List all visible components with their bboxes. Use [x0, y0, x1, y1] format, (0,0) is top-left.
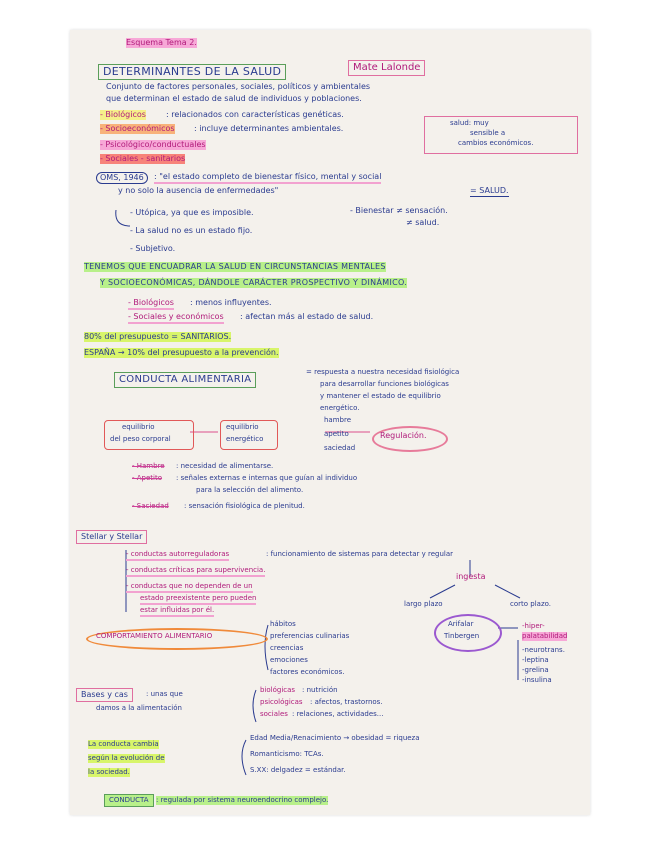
bases-biologicas: biológicas — [260, 686, 296, 694]
bases-desc-2: damos a la alimentación — [96, 704, 182, 712]
regulator-1b: palatabilidad — [522, 632, 568, 640]
salud-note-2: sensible a — [470, 129, 506, 137]
oms-definition-1: : "el estado completo de bienestar físico, mental y social — [154, 172, 381, 184]
bases-desc-1: : unas que — [146, 690, 183, 698]
oms-bullet-2: - La salud no es un estado fijo. — [130, 226, 253, 235]
section-title-stellar: Stellar y Stellar — [76, 530, 147, 544]
era-1: Edad Media/Renacimiento → obesidad = riqueza — [250, 734, 420, 742]
arifalar-label: Arifalar — [448, 620, 474, 628]
oms-bullet-1b: - Bienestar ≠ sensación. — [350, 206, 448, 215]
stellar-c1: - conductas autorreguladoras — [126, 550, 229, 561]
section-title-comportamiento: COMPORTAMIENTO ALIMENTARIO — [96, 632, 213, 640]
saciedad-term: - Saciedad — [132, 502, 169, 510]
largo-plazo-label: largo plazo — [404, 600, 443, 608]
hambre-label: hambre — [324, 416, 352, 424]
regulator-5: -insulina — [522, 676, 552, 684]
tinbergen-label: Tinbergen — [444, 632, 480, 640]
stellar-c3a: - conductas que no dependen de un — [126, 582, 253, 593]
comport-item-4: emociones — [270, 656, 308, 664]
era-3: S.XX: delgadez = estándar. — [250, 766, 346, 774]
oms-reference: OMS, 1946 — [96, 172, 148, 184]
bases-psicologicas-desc: : afectos, trastornos. — [310, 698, 383, 706]
oms-bullet-1c: ≠ salud. — [406, 218, 440, 227]
notebook-page — [70, 30, 590, 815]
stellar-c3b: estado preexistente pero pueden — [140, 594, 256, 605]
ingesta-label: ingesta — [456, 572, 486, 581]
frame-line-1: TENEMOS QUE ENCUADRAR LA SALUD EN CIRCUNSTANCIAS MENTALES — [84, 262, 386, 271]
factor-sociales-sanitarios: - Sociales - sanitarios — [100, 154, 186, 163]
regulacion-label: Regulación. — [380, 431, 427, 440]
author-box: Mate Lalonde — [348, 60, 425, 76]
frame-sociales: - Sociales y económicos — [128, 312, 224, 324]
hambre-term: - Hambre — [132, 462, 165, 470]
hambre-desc: : necesidad de alimentarse. — [176, 462, 274, 470]
regulator-4: -grelina — [522, 666, 549, 674]
era-2: Romanticismo: TCAs. — [250, 750, 324, 758]
footer-desc: : regulada por sistema neuroendocrino complejo. — [156, 796, 329, 804]
stellar-c1-desc: : funcionamiento de sistemas para detectar y regular — [266, 550, 454, 558]
footer-label: CONDUCTA — [104, 794, 154, 807]
equilibrio-energetico-1: equilibrio — [226, 423, 259, 431]
bases-psicologicas: psicológicas — [260, 698, 303, 706]
stellar-c2: - conductas críticas para supervivencia. — [126, 566, 265, 577]
frame-line-2: Y SOCIOECONÓMICAS, DÁNDOLE CARÁCTER PROSPECTIVO Y DINÁMICO. — [100, 278, 408, 287]
oms-bullet-1: - Utópica, ya que es imposible. — [130, 208, 254, 217]
section-title-conducta: CONDUCTA ALIMENTARIA — [114, 372, 256, 388]
equilibrio-peso-2: del peso corporal — [110, 435, 171, 443]
change-line-1: La conducta cambia — [88, 740, 159, 748]
change-line-3: la sociedad. — [88, 768, 130, 776]
bases-sociales: sociales — [260, 710, 288, 718]
apetito-term: - Apetito — [132, 474, 163, 482]
section-title-bases: Bases y cas — [76, 688, 133, 702]
oms-definition-2: y no solo la ausencia de enfermedades" — [118, 186, 279, 195]
section-title-determinantes: DETERMINANTES DE LA SALUD — [98, 64, 286, 80]
saciedad-desc: : sensación fisiológica de plenitud. — [184, 502, 305, 510]
factor-socioeconomicos: - Socioeconómicos — [100, 124, 175, 133]
factor-socioeconomicos-desc: : incluye determinantes ambientales. — [194, 124, 344, 133]
equilibrio-peso-1: equilibrio — [122, 423, 155, 431]
corto-plazo-label: corto plazo. — [510, 600, 551, 608]
comport-item-3: creencias — [270, 644, 304, 652]
factor-psicologicos: - Psicológico/conductuales — [100, 140, 206, 149]
conducta-desc-1: = respuesta a nuestra necesidad fisiológica — [306, 368, 460, 376]
apetito-desc-1: : señales externas e internas que guían al individuo — [176, 474, 358, 482]
frame-espana: ESPAÑA → 10% del presupuesto a la prevención. — [84, 348, 279, 357]
frame-biologicos: - Biológicos — [128, 298, 174, 310]
frame-80-percent: 80% del presupuesto = SANITARIOS. — [84, 332, 232, 341]
bases-biologicas-desc: : nutrición — [302, 686, 338, 694]
apetito-desc-2: para la selección del alimento. — [196, 486, 304, 494]
salud-note-3: cambios económicos. — [458, 139, 534, 147]
comport-item-2: preferencias culinarias — [270, 632, 350, 640]
equilibrio-energetico-2: energético — [226, 435, 264, 443]
factor-biologicos: - Biológicos — [100, 110, 146, 119]
bases-sociales-desc: : relaciones, actividades... — [292, 710, 384, 718]
header-tag: Esquema Tema 2. — [126, 38, 197, 47]
regulator-3: -leptina — [522, 656, 549, 664]
regulator-2: -neurotrans. — [522, 646, 565, 654]
factor-biologicos-desc: : relacionados con características genéticas. — [166, 110, 344, 119]
comport-item-5: factores económicos. — [270, 668, 345, 676]
intro-line-2: que determinan el estado de salud de individuos y poblaciones. — [106, 94, 362, 103]
saciedad-label: saciedad — [324, 444, 356, 452]
change-line-2: según la evolución de — [88, 754, 165, 762]
conducta-desc-2: para desarrollar funciones biológicas — [320, 380, 449, 388]
salud-note-1: salud: muy — [450, 119, 489, 127]
conducta-desc-3: y mantener el estado de equilibrio — [320, 392, 441, 400]
stellar-c3c: estar influidas por él. — [140, 606, 214, 617]
comport-item-1: hábitos — [270, 620, 296, 628]
oms-bullet-3: - Subjetivo. — [130, 244, 176, 253]
intro-line-1: Conjunto de factores personales, sociales, políticos y ambientales — [106, 82, 371, 91]
conducta-desc-4: energético. — [320, 404, 360, 412]
regulator-1: -hiper- — [522, 622, 545, 630]
apetito-label: apetito — [324, 430, 349, 438]
frame-sociales-desc: : afectan más al estado de salud. — [240, 312, 374, 321]
oms-salud: = SALUD. — [470, 186, 509, 195]
frame-biologicos-desc: : menos influyentes. — [190, 298, 272, 307]
